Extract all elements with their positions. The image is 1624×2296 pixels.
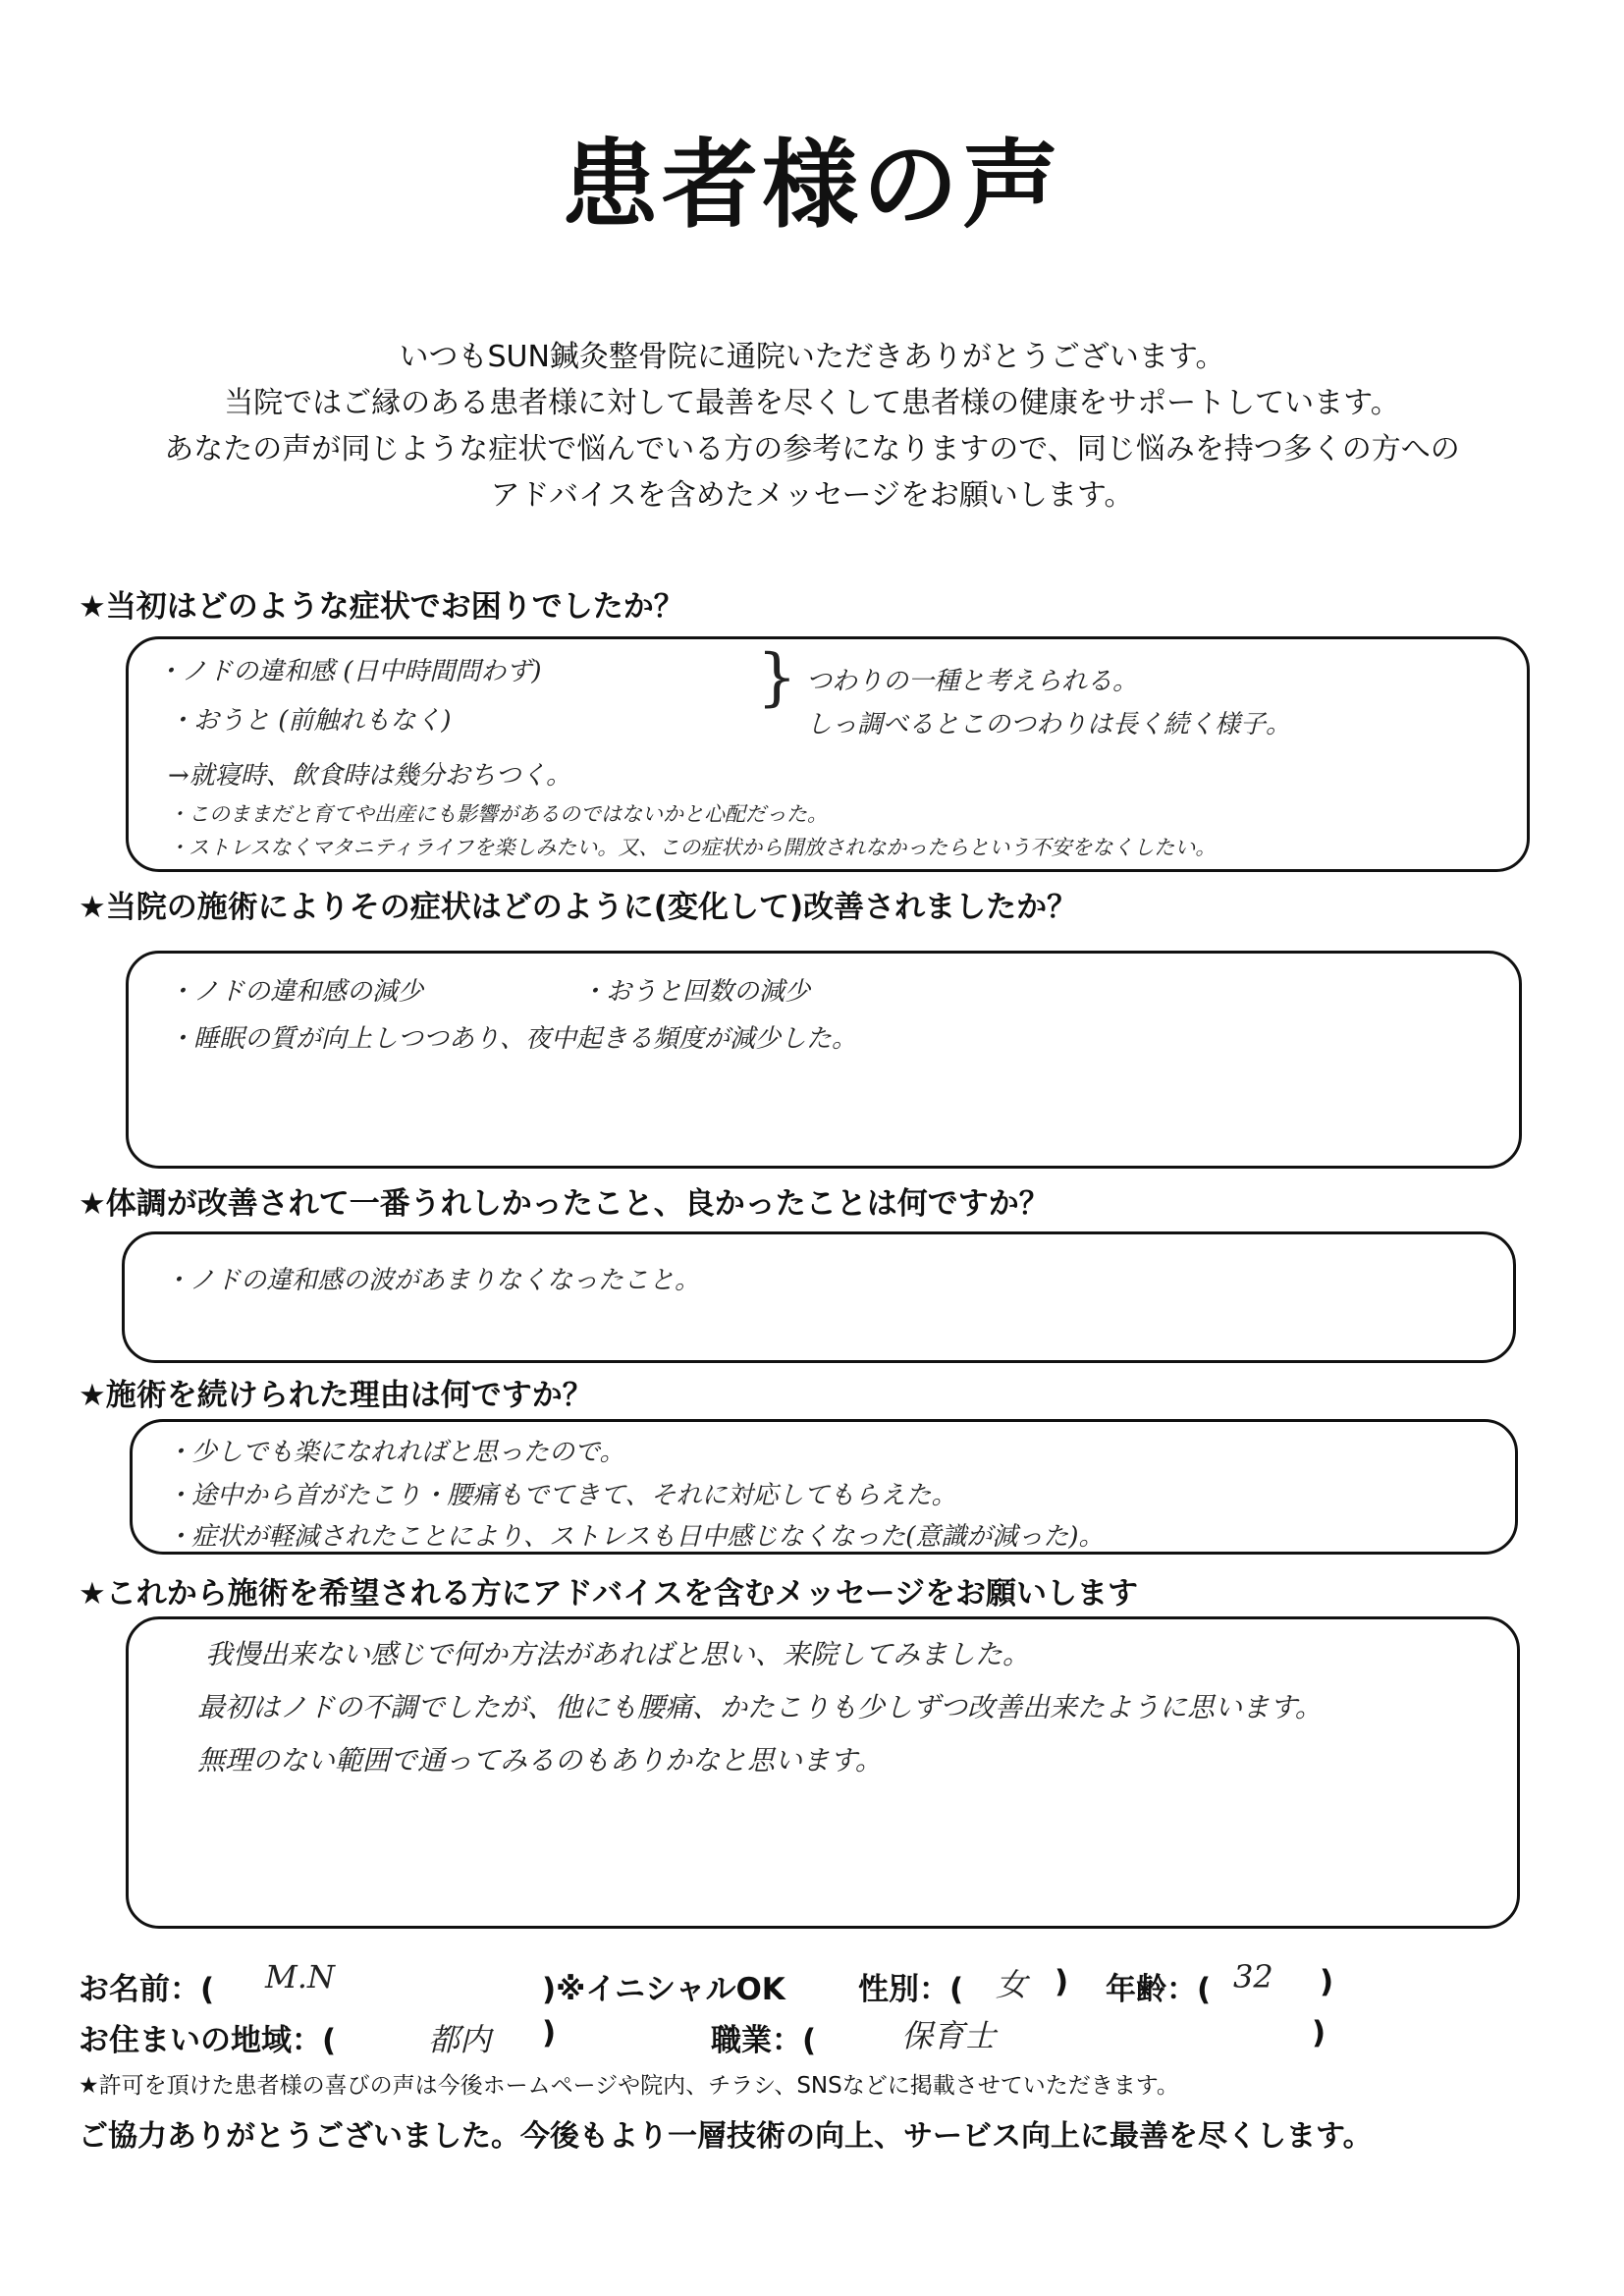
answer-line: 無理のない範囲で通ってみるのもありかなと思います。 [197, 1744, 883, 1777]
intro-text [118, 334, 1506, 519]
area-close: ) [542, 2015, 557, 2050]
age-close: ) [1320, 1964, 1334, 1999]
answer-line: ・このままだと育てや出産にも影響があるのではないかと心配だった。 [168, 802, 828, 826]
answer-box-2 [126, 951, 1522, 1169]
answer-line: →就寝時、飲食時は幾分おちつく。 [168, 761, 572, 791]
thanks-message: ご協力ありがとうございました。今後もより一層技術の向上、サービス向上に最善を尽くします。 [79, 2119, 1373, 2154]
answer-line: ・ノドの違和感の減少 [168, 977, 424, 1007]
handwritten-brace: } [757, 641, 797, 714]
question-2-label: ★当院の施術によりその症状はどのように(変化して)改善されましたか？ [79, 890, 1078, 925]
answer-box-3 [122, 1231, 1516, 1363]
answer-line: 最初はノドの不調でしたが、他にも腰痛、かたこりも少しずつ改善出来たように思います。 [197, 1691, 1323, 1723]
name-initial-note: )※イニシャルOK [542, 1972, 785, 2007]
answer-line: ・おうと (前触れもなく) [168, 706, 452, 736]
age-label: 年齢：( [1106, 1972, 1212, 2007]
name-label: お名前：( [79, 1972, 215, 2007]
answer-line: ・ノドの違和感の波があまりなくなったこと。 [164, 1266, 701, 1295]
question-1-label: ★当初はどのような症状でお困りでしたか？ [79, 589, 684, 625]
answer-line: 我慢出来ない感じで何か方法があればと思い、来院してみました。 [205, 1638, 1031, 1670]
area-value: 都内 [428, 2021, 492, 2058]
question-3-label: ★体調が改善されて一番うれしかったこと、良かったことは何ですか？ [79, 1186, 1050, 1222]
job-label: 職業：( [711, 2023, 817, 2058]
job-value: 保育士 [901, 2017, 997, 2054]
question-4-label: ★施術を続けられた理由は何ですか？ [79, 1378, 593, 1413]
answer-line: ・おうと回数の減少 [580, 977, 811, 1007]
publication-note: ★許可を頂けた患者様の喜びの声は今後ホームページや院内、チラシ、SNSなどに掲載させていただきます。 [79, 2073, 1179, 2099]
answer-line: ・症状が軽減されたことにより、ストレスも日中感じなくなった(意識が減った)。 [166, 1522, 1105, 1552]
gender-label: 性別：( [858, 1972, 964, 2007]
answer-line: しっ調べるとこのつわりは長く続く様子。 [806, 710, 1292, 739]
name-value: M.N [265, 1958, 335, 1995]
answer-box-4 [130, 1419, 1518, 1555]
answer-line: ・途中から首がたこり・腰痛もでてきて、それに対応してもらえた。 [166, 1481, 957, 1510]
question-5-label: ★これから施術を希望される方にアドバイスを含むメッセージをお願いします [79, 1576, 1138, 1612]
gender-value: 女 [996, 1966, 1028, 2003]
answer-line: ・ストレスなくマタニティライフを楽しみたい。又、この症状から開放されなかったらという不安をなくしたい。 [168, 836, 1217, 859]
area-label: お住まいの地域：( [79, 2023, 337, 2058]
job-close: ) [1312, 2015, 1326, 2050]
page-title: 患者様の声 [561, 130, 1062, 242]
age-value: 32 [1233, 1958, 1273, 1995]
answer-line: ・少しでも楽になれればと思ったので。 [166, 1438, 625, 1467]
intro-line: 当院ではご縁のある患者様に対して最善を尽くして患者様の健康をサポートしています。 [224, 386, 1400, 420]
answer-line: ・ノドの違和感 (日中時間問わず) [156, 657, 542, 686]
answer-box-5 [126, 1616, 1520, 1929]
answer-line: ・睡眠の質が向上しつつあり、夜中起きる頻度が減少した。 [168, 1024, 858, 1054]
intro-line: いつもSUN鍼灸整骨院に通院いただきありがとうございます。 [399, 340, 1225, 374]
intro-line: アドバイスを含めたメッセージをお願いします。 [490, 478, 1134, 513]
answer-line: つわりの一種と考えられる。 [806, 667, 1139, 696]
answer-box-1 [126, 636, 1530, 872]
intro-line: あなたの声が同じような症状で悩んでいる方の参考になりますので、同じ悩みを持つ多くの方への [164, 432, 1460, 466]
gender-close: ) [1055, 1964, 1069, 1999]
